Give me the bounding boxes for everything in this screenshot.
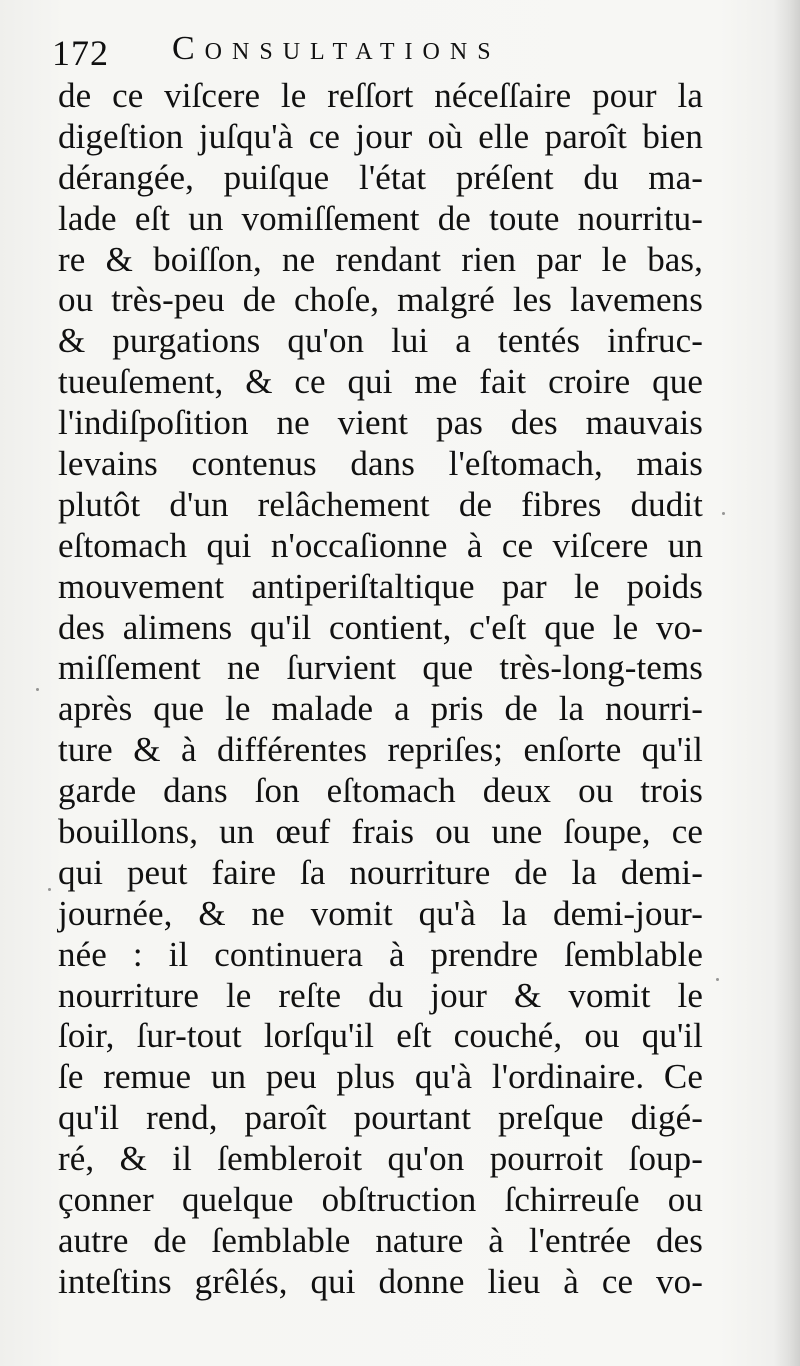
text-line: re & boiſſon, ne rendant rien par le bas, [58, 239, 703, 279]
text-line: eſtomach qui n'occaſionne à ce viſcere un [58, 525, 703, 565]
text-line: ſe remue un peu plus qu'à l'ordinaire. Ce [58, 1057, 703, 1097]
running-title: Consultations [172, 30, 501, 67]
text-line: inteſtins grêlés, qui donne lieu à ce vo- [58, 1261, 703, 1301]
text-line: des alimens qu'il contient, c'eſt que le vo- [58, 607, 703, 647]
ink-speck [36, 688, 39, 691]
text-line: plutôt d'un relâchement de fibres dudit [58, 484, 703, 524]
text-line: née : il continuera à prendre ſemblable [58, 934, 703, 974]
text-line: dérangée, puiſque l'état préſent du ma- [58, 157, 703, 197]
ink-speck [48, 888, 51, 891]
text-line: çonner quelque obſtruction ſchirreuſe ou [58, 1180, 703, 1220]
text-line: & purgations qu'on lui a tentés infruc- [58, 321, 703, 361]
text-line: garde dans ſon eſtomach deux ou trois [58, 771, 703, 811]
text-line: bouillons, un œuf frais ou une ſoupe, ce [58, 812, 703, 852]
text-line: qui peut faire ſa nourriture de la demi- [58, 852, 703, 892]
text-line: ré, & il ſembleroit qu'on pourroit ſoup- [58, 1139, 703, 1179]
text-line: ſoir, ſur-tout lorſqu'il eſt couché, ou qu'il [58, 1016, 703, 1056]
text-line: ture & à différentes repriſes; enſorte qu'il [58, 730, 703, 770]
text-line: journée, & ne vomit qu'à la demi-jour- [58, 893, 703, 933]
text-line: après que le malade a pris de la nourri- [58, 689, 703, 729]
text-line: tueuſement, & ce qui me fait croire que [58, 362, 703, 402]
text-line: digeſtion juſqu'à ce jour où elle paroît bien [58, 116, 703, 156]
running-head [52, 28, 612, 78]
text-line: de ce viſcere le reſſort néceſſaire pour la [58, 76, 703, 115]
text-line: mouvement antiperiſtaltique par le poids [58, 566, 703, 606]
text-line: autre de ſemblable nature à l'entrée des [58, 1220, 703, 1260]
text-line: qu'il rend, paroît pourtant preſque digé- [58, 1098, 703, 1138]
text-line: nourriture le reſte du jour & vomit le [58, 975, 703, 1015]
text-line: l'indiſpoſition ne vient pas des mauvais [58, 403, 703, 443]
text-line: lade eſt un vomiſſement de toute nourritu- [58, 198, 703, 238]
ink-speck [716, 978, 719, 981]
text-line: miſſement ne ſurvient que très-long-tems [58, 648, 703, 688]
body-text [58, 76, 703, 1356]
text-line: levains contenus dans l'eſtomach, mais [58, 444, 703, 484]
page-number: 172 [52, 33, 109, 73]
text-line: ou très-peu de choſe, malgré les lavemens [58, 280, 703, 320]
ink-speck [722, 512, 725, 515]
page-edge-shadow [774, 0, 800, 1366]
